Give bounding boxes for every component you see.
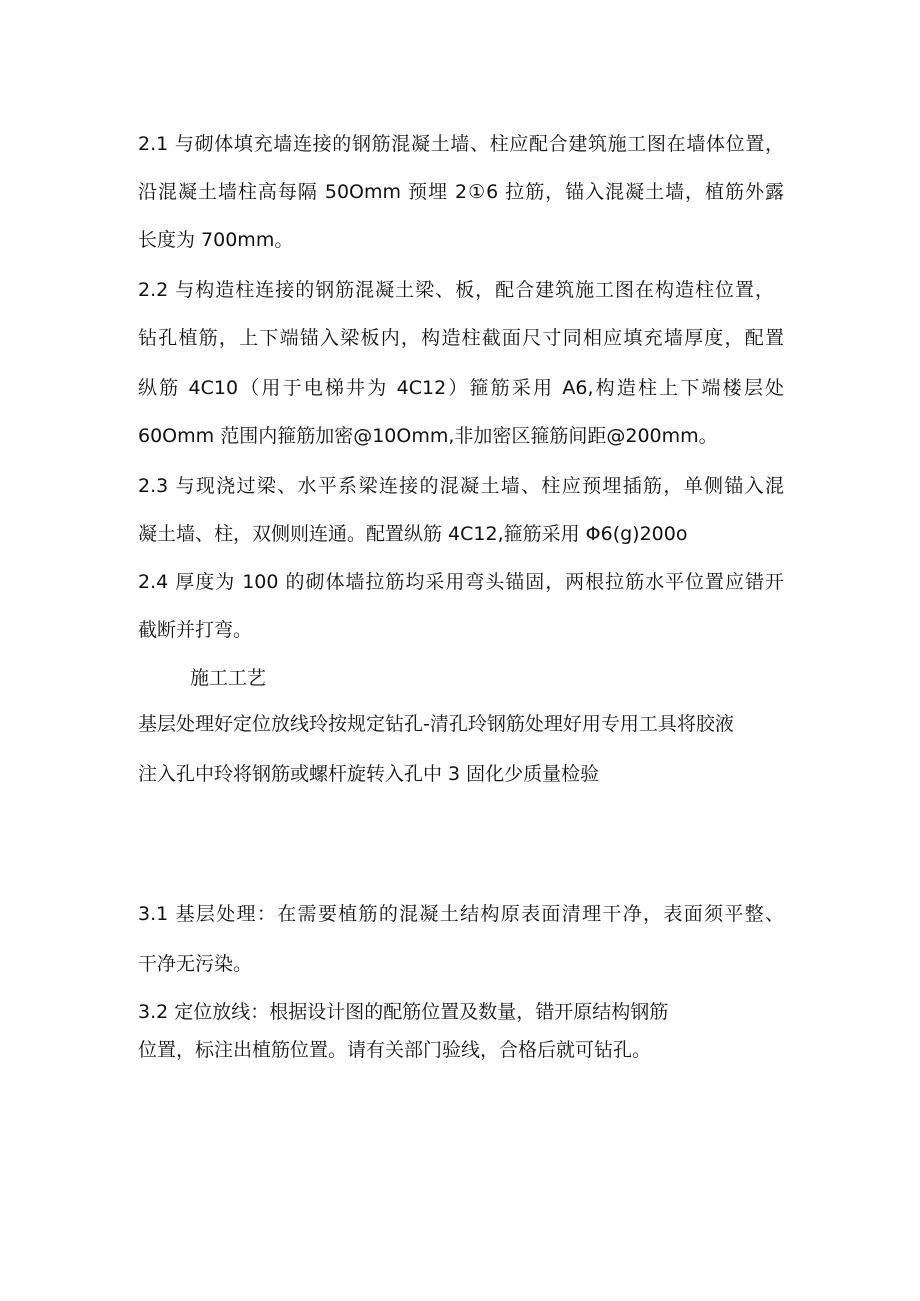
- para-2-2-line-4: 60Omm 范围内箍筋加密@10Omm,非加密区箍筋间距@200mm。: [138, 425, 718, 447]
- para-3-1-line-1: 3.1 基层处理：在需要植筋的混凝土结构原表面清理干净，表面须平整、: [138, 903, 784, 925]
- para-2-1-line-2: 沿混凝土墙柱高每隔 50Omm 预埋 2①6 拉筋，锚入混凝土墙，植筋外露: [138, 181, 784, 203]
- para-2-2-line-3: 纵筋 4C10（用于电梯井为 4C12）箍筋采用 A6,构造柱上下端楼层处: [138, 377, 784, 399]
- process-line-1: 基层处理好定位放线玲按规定钻孔-清孔玲钢筋处理好用专用工具将胶液: [138, 713, 734, 735]
- para-2-2-line-2: 钻孔植筋，上下端锚入梁板内，构造柱截面尺寸同相应填充墙厚度，配置: [138, 327, 784, 349]
- para-3-2-line-2: 位置，标注出植筋位置。请有关部门验线，合格后就可钻孔。: [138, 1039, 652, 1061]
- process-heading: 施工工艺: [190, 667, 267, 689]
- process-line-2: 注入孔中玲将钢筋或螺杆旋转入孔中 3 固化少质量检验: [138, 763, 600, 785]
- para-3-1-line-2: 干净无污染。: [138, 953, 253, 975]
- para-2-3-line-1: 2.3 与现浇过梁、水平系梁连接的混凝土墙、柱应预埋插筋，单侧锚入混: [138, 475, 784, 497]
- para-2-1-line-3: 长度为 700mm。: [138, 229, 294, 251]
- para-3-2-line-1: 3.2 定位放线：根据设计图的配筋位置及数量，错开原结构钢筋: [138, 1001, 669, 1023]
- para-2-2-line-1: 2.2 与构造柱连接的钢筋混凝土梁、板，配合建筑施工图在构造柱位置，: [138, 279, 774, 301]
- para-2-4-line-2: 截断并打弯。: [138, 619, 253, 641]
- para-2-3-line-2: 凝土墙、柱，双侧则连通。配置纵筋 4C12,箍筋采用 Φ6(g)200o: [138, 523, 688, 545]
- para-2-1-line-1: 2.1 与砌体填充墙连接的钢筋混凝土墙、柱应配合建筑施工图在墙体位置，: [138, 133, 784, 155]
- para-2-4-line-1: 2.4 厚度为 100 的砌体墙拉筋均采用弯头锚固，两根拉筋水平位置应错开: [138, 571, 784, 593]
